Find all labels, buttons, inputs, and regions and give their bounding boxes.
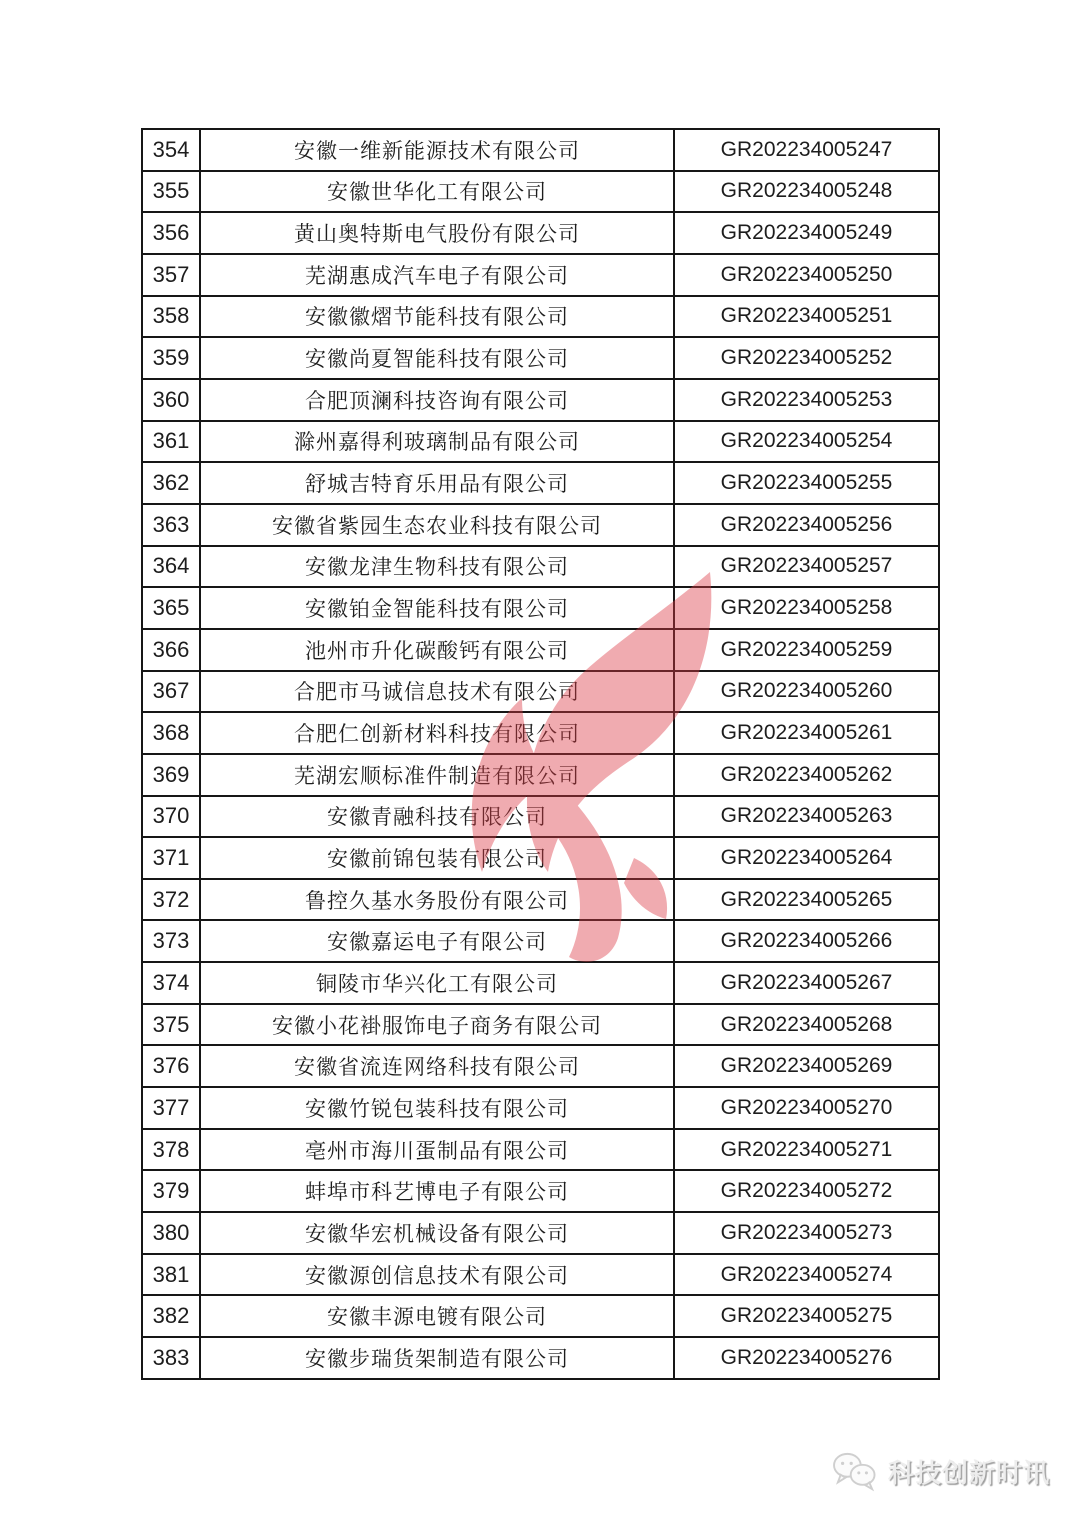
certificate-code-cell: GR202234005264 <box>675 838 940 880</box>
row-number-cell: 380 <box>143 1213 201 1255</box>
certificate-code-cell: GR202234005257 <box>675 547 940 589</box>
row-number-cell: 375 <box>143 1005 201 1047</box>
certificate-code-cell: GR202234005261 <box>675 713 940 755</box>
row-number-cell: 354 <box>143 130 201 172</box>
certificate-code-cell: GR202234005251 <box>675 297 940 339</box>
certificate-code-cell: GR202234005262 <box>675 755 940 797</box>
row-number-cell: 378 <box>143 1130 201 1172</box>
row-number-cell: 365 <box>143 588 201 630</box>
company-name-cell: 铜陵市华兴化工有限公司 <box>201 963 675 1005</box>
company-name-cell: 安徽前锦包装有限公司 <box>201 838 675 880</box>
company-name-cell: 安徽丰源电镀有限公司 <box>201 1296 675 1338</box>
certificate-code-cell: GR202234005266 <box>675 921 940 963</box>
company-name-cell: 合肥市马诚信息技术有限公司 <box>201 672 675 714</box>
company-name-cell: 合肥仁创新材料科技有限公司 <box>201 713 675 755</box>
row-number-cell: 356 <box>143 213 201 255</box>
row-number-cell: 361 <box>143 422 201 464</box>
company-name-cell: 鲁控久基水务股份有限公司 <box>201 880 675 922</box>
certificate-code-cell: GR202234005258 <box>675 588 940 630</box>
certificate-code-cell: GR202234005259 <box>675 630 940 672</box>
certificate-code-cell: GR202234005275 <box>675 1296 940 1338</box>
source-badge <box>831 1449 1050 1493</box>
row-number-cell: 370 <box>143 797 201 839</box>
certificate-code-cell: GR202234005260 <box>675 672 940 714</box>
row-number-cell: 376 <box>143 1046 201 1088</box>
certificate-code-cell: GR202234005256 <box>675 505 940 547</box>
certificate-code-cell: GR202234005255 <box>675 463 940 505</box>
company-name-cell: 安徽竹锐包装科技有限公司 <box>201 1088 675 1130</box>
certificate-code-cell: GR202234005250 <box>675 255 940 297</box>
certificate-code-cell: GR202234005270 <box>675 1088 940 1130</box>
row-number-cell: 369 <box>143 755 201 797</box>
certificate-code-cell: GR202234005248 <box>675 172 940 214</box>
company-name-cell: 安徽源创信息技术有限公司 <box>201 1255 675 1297</box>
certificate-code-cell: GR202234005254 <box>675 422 940 464</box>
certificate-code-cell: GR202234005268 <box>675 1005 940 1047</box>
row-number-cell: 358 <box>143 297 201 339</box>
company-name-cell: 安徽龙津生物科技有限公司 <box>201 547 675 589</box>
row-number-cell: 359 <box>143 338 201 380</box>
row-number-cell: 357 <box>143 255 201 297</box>
certificate-code-cell: GR202234005253 <box>675 380 940 422</box>
row-number-cell: 364 <box>143 547 201 589</box>
certificate-code-cell: GR202234005263 <box>675 797 940 839</box>
certificate-code-cell: GR202234005272 <box>675 1171 940 1213</box>
certificate-code-cell: GR202234005249 <box>675 213 940 255</box>
certificate-code-cell: GR202234005274 <box>675 1255 940 1297</box>
certificate-code-cell: GR202234005265 <box>675 880 940 922</box>
company-name-cell: 安徽青融科技有限公司 <box>201 797 675 839</box>
certificate-code-cell: GR202234005252 <box>675 338 940 380</box>
company-name-cell: 芜湖宏顺标准件制造有限公司 <box>201 755 675 797</box>
company-name-cell: 安徽华宏机械设备有限公司 <box>201 1213 675 1255</box>
company-name-cell: 池州市升化碳酸钙有限公司 <box>201 630 675 672</box>
certificate-code-cell: GR202234005267 <box>675 963 940 1005</box>
company-name-cell: 芜湖惠成汽车电子有限公司 <box>201 255 675 297</box>
row-number-cell: 355 <box>143 172 201 214</box>
source-label: 科技创新时讯 <box>888 1457 1051 1488</box>
company-name-cell: 安徽世华化工有限公司 <box>201 172 675 214</box>
certification-table <box>141 128 940 1380</box>
row-number-cell: 373 <box>143 921 201 963</box>
certificate-code-cell: GR202234005276 <box>675 1338 940 1380</box>
company-name-cell: 滁州嘉得利玻璃制品有限公司 <box>201 422 675 464</box>
company-name-cell: 黄山奥特斯电气股份有限公司 <box>201 213 675 255</box>
row-number-cell: 377 <box>143 1088 201 1130</box>
company-name-cell: 舒城吉特育乐用品有限公司 <box>201 463 675 505</box>
company-name-cell: 安徽嘉运电子有限公司 <box>201 921 675 963</box>
company-name-cell: 合肥顶澜科技咨询有限公司 <box>201 380 675 422</box>
company-name-cell: 安徽小花褂服饰电子商务有限公司 <box>201 1005 675 1047</box>
wechat-icon <box>831 1451 879 1492</box>
row-number-cell: 367 <box>143 672 201 714</box>
row-number-cell: 383 <box>143 1338 201 1380</box>
row-number-cell: 372 <box>143 880 201 922</box>
company-name-cell: 安徽省紫园生态农业科技有限公司 <box>201 505 675 547</box>
certificate-code-cell: GR202234005273 <box>675 1213 940 1255</box>
row-number-cell: 363 <box>143 505 201 547</box>
row-number-cell: 360 <box>143 380 201 422</box>
row-number-cell: 368 <box>143 713 201 755</box>
company-name-cell: 安徽步瑞货架制造有限公司 <box>201 1338 675 1380</box>
certificate-code-cell: GR202234005247 <box>675 130 940 172</box>
row-number-cell: 381 <box>143 1255 201 1297</box>
certificate-code-cell: GR202234005269 <box>675 1046 940 1088</box>
row-number-cell: 371 <box>143 838 201 880</box>
row-number-cell: 366 <box>143 630 201 672</box>
company-name-cell: 安徽尚夏智能科技有限公司 <box>201 338 675 380</box>
company-name-cell: 安徽省流连网络科技有限公司 <box>201 1046 675 1088</box>
row-number-cell: 374 <box>143 963 201 1005</box>
certificate-code-cell: GR202234005271 <box>675 1130 940 1172</box>
company-name-cell: 亳州市海川蛋制品有限公司 <box>201 1130 675 1172</box>
company-name-cell: 安徽铂金智能科技有限公司 <box>201 588 675 630</box>
row-number-cell: 362 <box>143 463 201 505</box>
company-name-cell: 蚌埠市科艺博电子有限公司 <box>201 1171 675 1213</box>
company-name-cell: 安徽一维新能源技术有限公司 <box>201 130 675 172</box>
row-number-cell: 382 <box>143 1296 201 1338</box>
company-name-cell: 安徽徽熠节能科技有限公司 <box>201 297 675 339</box>
row-number-cell: 379 <box>143 1171 201 1213</box>
